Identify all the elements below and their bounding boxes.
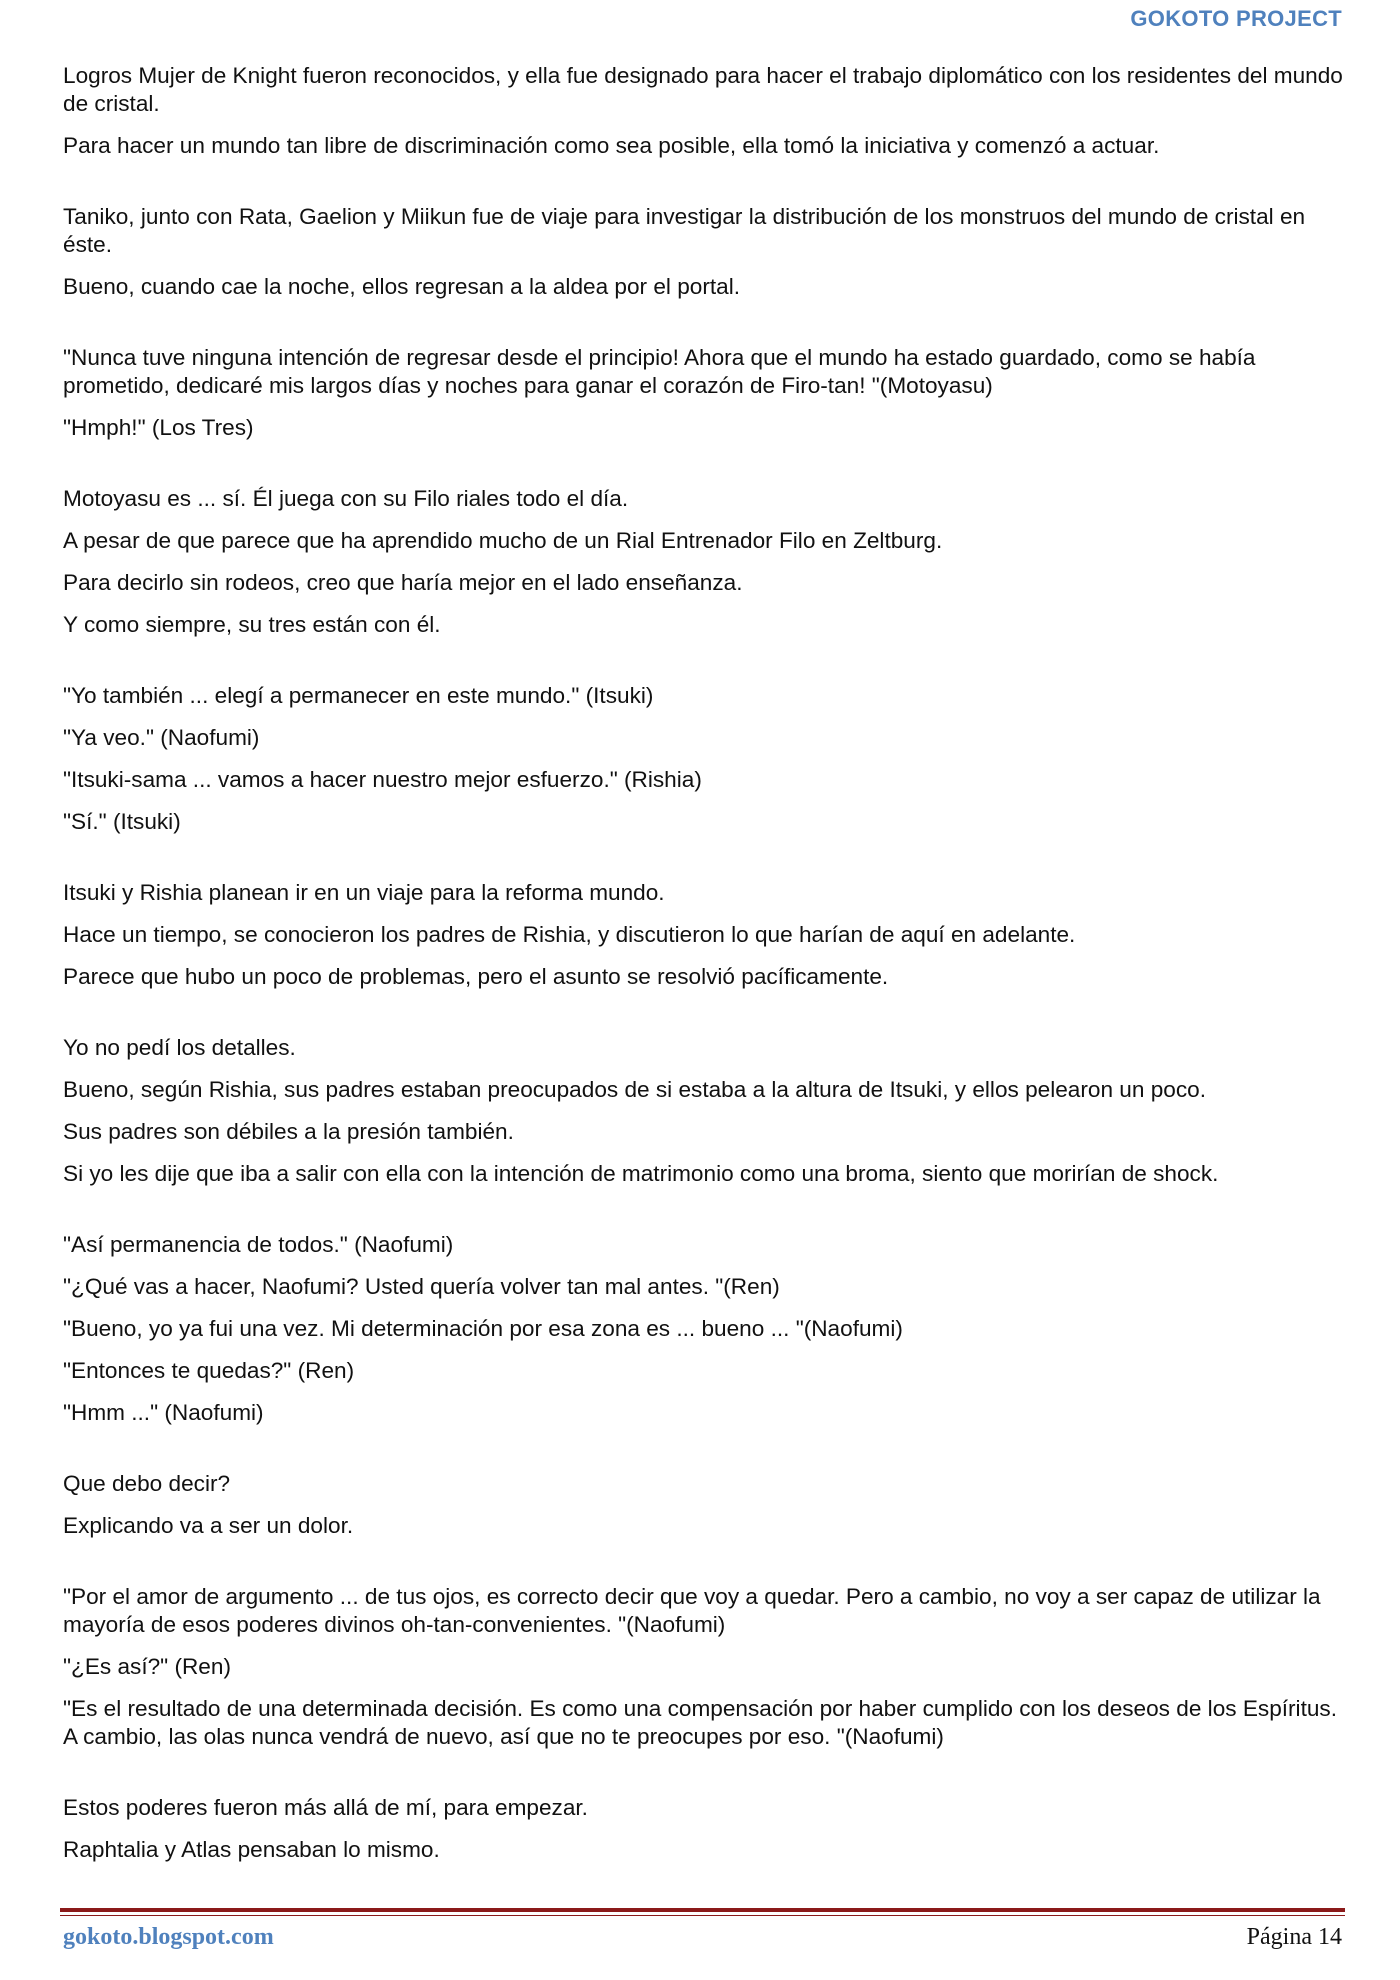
- header-brand: GOKOTO PROJECT: [1130, 6, 1342, 31]
- paragraph: Si yo les dije que iba a salir con ella con la intención de matrimonio como una broma, siento que morirían de shock.: [63, 1161, 1219, 1186]
- paragraph: Explicando va a ser un dolor.: [63, 1513, 354, 1538]
- paragraph: "Hmph!" (Los Tres): [63, 415, 254, 440]
- paragraph: Parece que hubo un poco de problemas, pero el asunto se resolvió pacíficamente.: [63, 964, 889, 989]
- paragraph: Bueno, según Rishia, sus padres estaban preocupados de si estaba a la altura de Itsuki, y ellos pelearon un poco.: [63, 1077, 1206, 1102]
- paragraph: "Ya veo." (Naofumi): [63, 725, 260, 750]
- paragraph: "¿Qué vas a hacer, Naofumi? Usted quería volver tan mal antes. "(Ren): [63, 1274, 780, 1299]
- paragraph: "Sí." (Itsuki): [63, 809, 181, 834]
- paragraph: "Nunca tuve ninguna intención de regresar desde el principio! Ahora que el mundo ha estado guardado, como se había prometido, dedicaré mis largos días y noches para ganar el corazón de Firo-tan! "(Motoyasu): [63, 345, 1256, 398]
- paragraph: "Hmm ..." (Naofumi): [63, 1400, 264, 1425]
- paragraph: "Es el resultado de una determinada decisión. Es como una compensación por haber cumplido con los deseos de los Espíritus. A cambio, las olas nunca vendrá de nuevo, así que no te preocupes por eso. "(Naofumi): [63, 1696, 1337, 1749]
- paragraph: "¿Es así?" (Ren): [63, 1654, 231, 1679]
- paragraph: Estos poderes fueron más allá de mí, para empezar.: [63, 1795, 588, 1820]
- paragraph: Bueno, cuando cae la noche, ellos regresan a la aldea por el portal.: [63, 274, 741, 299]
- paragraph: Raphtalia y Atlas pensaban lo mismo.: [63, 1837, 440, 1862]
- paragraph: "Yo también ... elegí a permanecer en este mundo." (Itsuki): [63, 683, 654, 708]
- paragraph: Sus padres son débiles a la presión también.: [63, 1119, 514, 1144]
- paragraph: Que debo decir?: [63, 1471, 231, 1496]
- paragraph: Para hacer un mundo tan libre de discriminación como sea posible, ella tomó la iniciativa y comenzó a actuar.: [63, 133, 1160, 158]
- paragraph: Motoyasu es ... sí. Él juega con su Filo riales todo el día.: [63, 486, 629, 511]
- paragraph: Para decirlo sin rodeos, creo que haría mejor en el lado enseñanza.: [63, 570, 743, 595]
- paragraph: "Entonces te quedas?" (Ren): [63, 1358, 355, 1383]
- page-body: [63, 62, 1353, 1864]
- footer-blog-link[interactable]: gokoto.blogspot.com: [63, 1924, 274, 1950]
- footer-divider-thick: [60, 1908, 1345, 1912]
- paragraph: "Itsuki-sama ... vamos a hacer nuestro mejor esfuerzo." (Rishia): [63, 767, 702, 792]
- paragraph: Taniko, junto con Rata, Gaelion y Miikun fue de viaje para investigar la distribución de los monstruos del mundo de cristal en éste.: [63, 204, 1306, 257]
- paragraph: "Bueno, yo ya fui una vez. Mi determinación por esa zona es ... bueno ... "(Naofumi): [63, 1316, 903, 1341]
- paragraph: Y como siempre, su tres están con él.: [63, 612, 441, 637]
- paragraph: A pesar de que parece que ha aprendido mucho de un Rial Entrenador Filo en Zeltburg.: [63, 528, 943, 553]
- paragraph: "Por el amor de argumento ... de tus ojos, es correcto decir que voy a quedar. Pero a cambio, no voy a ser capaz de utilizar la mayoría de esos poderes divinos oh-tan-convenientes. "(Naofumi): [63, 1584, 1321, 1637]
- paragraph: Logros Mujer de Knight fueron reconocidos, y ella fue designado para hacer el trabajo diplomático con los residentes del mundo de cristal.: [63, 63, 1343, 116]
- paragraph: Hace un tiempo, se conocieron los padres de Rishia, y discutieron lo que harían de aquí en adelante.: [63, 922, 1076, 947]
- paragraph: "Así permanencia de todos." (Naofumi): [63, 1232, 454, 1257]
- paragraph: Yo no pedí los detalles.: [63, 1035, 296, 1060]
- footer-page-number: Página 14: [1246, 1924, 1342, 1950]
- paragraph: Itsuki y Rishia planean ir en un viaje para la reforma mundo.: [63, 880, 665, 905]
- footer-divider-thin: [60, 1915, 1345, 1916]
